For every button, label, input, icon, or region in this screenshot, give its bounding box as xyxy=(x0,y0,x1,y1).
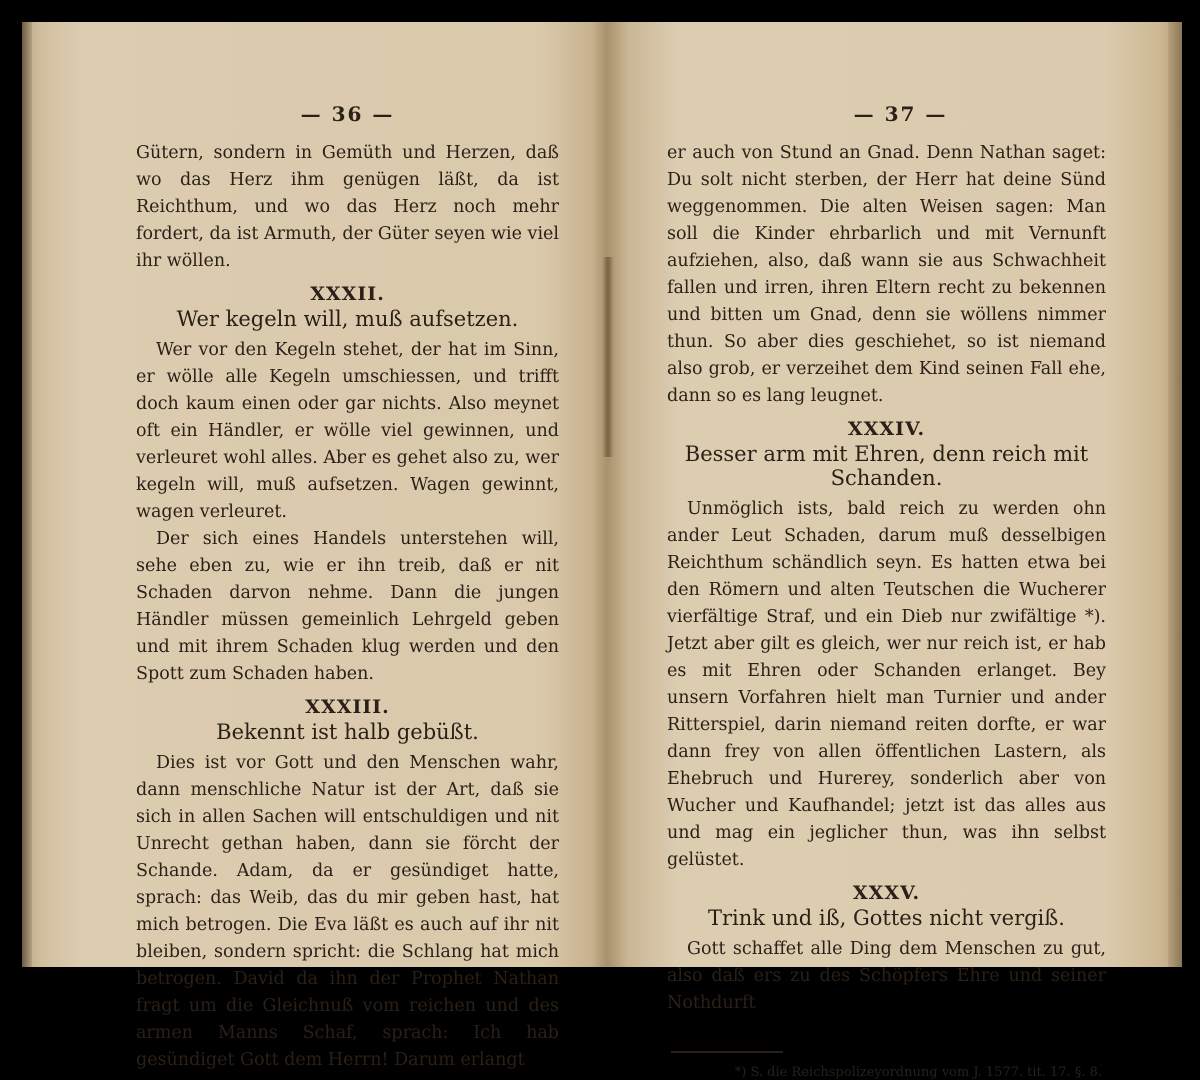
section-34-paragraph-1: Unmöglich ists, bald reich zu werden ohn ander Leut Schaden, darum muß desselbigen Reichthum schändlich seyn. Es hatten etwa bei den Römern und alten Teutschen die Wucherer vierfältige Straf, und ein Dieb nur zwifältige *). Jetzt aber gilt es gleich, wer nur reich ist, er hab es mit Ehren oder Schanden erlanget. Bey unsern Vorfahren hielt man Turnier und ander Ritterspiel, darin niemand reiten dorfte, er war dann frey von allen öffentlichen Lastern, als Ehebruch und Hurerey, sonderlich aber von Wucher und Kaufhandel; jetzt ist das alles aus und mag ein jeglicher thun, was ihn selbst gelüstet. xyxy=(667,499,1106,870)
section-number-34: XXXIV. xyxy=(847,418,926,440)
page-number-right: — 37 — xyxy=(853,102,948,126)
section-title-33: Bekennt ist halb gebüßt. xyxy=(216,720,479,744)
section-35-paragraph-1: Gott schaffet alle Ding dem Menschen zu gut, also daß ers zu des Schöpfers Ehre und seiner Nothdurft xyxy=(667,939,1106,1013)
section-number-32: XXXII. xyxy=(310,283,385,305)
section-title-34: Besser arm mit Ehren, denn reich mit Schanden. xyxy=(684,442,1089,490)
section-number-33: XXXIII. xyxy=(305,696,390,718)
section-33-paragraph-1: Dies ist vor Gott und den Menschen wahr, dann menschliche Natur ist der Art, daß sie sich in allen Sachen will entschuldigen und nit Unrecht gethan haben, dann sie förcht der Schande. Adam, da er gesündiget hatte, sprach: das Weib, das du mir geben hast, hat mich betrogen. Die Eva läßt es auch auf ihr nit bleiben, sondern spricht: die Schlang hat mich betrogen. David da ihn der Prophet Nathan fragt um die Gleichnuß vom reichen und des armen Manns Schaf, sprach: Ich hab gesündiget Gott dem Herrn! Darum erlangt xyxy=(136,753,559,1070)
page-edge-left xyxy=(22,22,32,967)
section-32-paragraph-2: Der sich eines Handels unterstehen will, sehe eben zu, wie er ihn treib, daß er nit Schaden darvon nehme. Dann die jungen Händler müssen gemeinlich Lehrgeld geben und mit ihrem Schaden klug werden und den Spott zum Schaden haben. xyxy=(136,529,559,684)
section-title-35: Trink und iß, Gottes nicht vergiß. xyxy=(708,906,1065,930)
page-number-left: — 36 — xyxy=(300,102,395,126)
section-32-paragraph-1: Wer vor den Kegeln stehet, der hat im Sinn, er wölle alle Kegeln umschiessen, und trifft doch kaum einen oder gar nichts. Also meynet oft ein Händler, er wölle viel gewinnen, und verleuret wohl alles. Aber es gehet also zu, wer kegeln will, muß aufsetzen. Wagen gewinnt, wagen verleuret. xyxy=(136,340,559,522)
left-intro-paragraph: Gütern, sondern in Gemüth und Herzen, daß wo das Herz ihm genügen läßt, da ist Reichthum, und wo das Herz noch mehr fordert, da ist Armuth, der Güter seyen wie viel ihr wöllen. xyxy=(136,143,559,271)
open-book xyxy=(22,22,1182,1080)
page-edge-right xyxy=(1168,22,1182,967)
section-number-35: XXXV. xyxy=(852,882,921,904)
right-intro-paragraph: er auch von Stund an Gnad. Denn Nathan saget: Du solt nicht sterben, der Herr hat deine Sünd weggenommen. Die alten Weisen sagen: Man soll die Kinder ehrbarlich und mit Vernunft aufziehen, also, daß wann sie aus Schwachheit fallen und irren, ihren Eltern recht zu bekennen und bitten um Gnad, denn sie wöllens nimmer thun. So aber dies geschiehet, so ist niemand also grob, er verzeihet dem Kind seinen Fall ehe, dann so es lang leugnet. xyxy=(667,143,1106,406)
right-page xyxy=(607,22,1182,1080)
footnote-rule xyxy=(671,1051,783,1053)
footnote: *) S. die Reichspolizeyordnung vom J. 1577. tit. 17. §. 8. xyxy=(734,1065,1102,1080)
left-page xyxy=(22,22,607,1070)
spine-shadow xyxy=(602,257,614,457)
section-title-32: Wer kegeln will, muß aufsetzen. xyxy=(176,307,519,331)
